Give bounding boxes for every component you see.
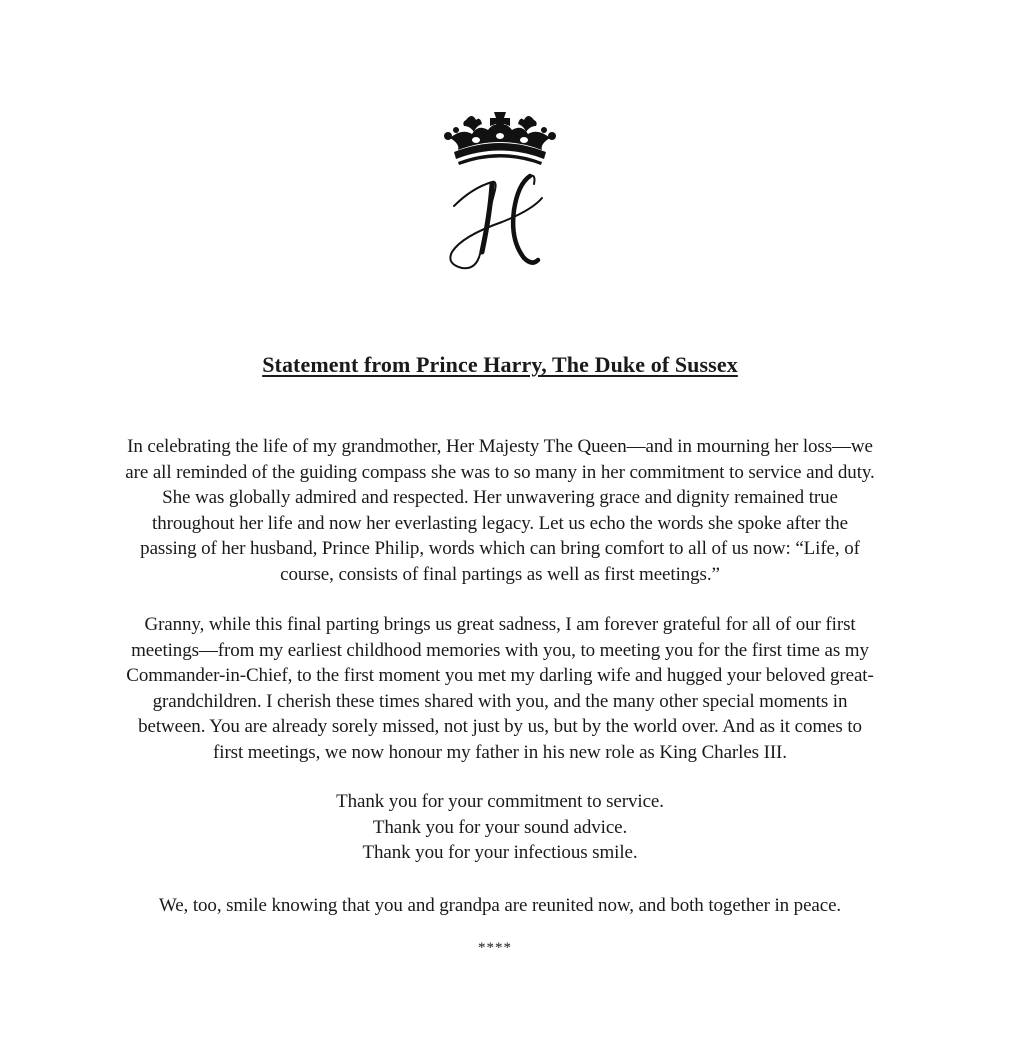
text-line: first meetings, we now honour my father in his new role as King Charles III. — [213, 741, 787, 763]
text-line: In celebrating the life of my grandmother, Her Majesty The Queen—and in mourning her loss—we — [127, 436, 873, 457]
text-line: are all reminded of the guiding compass she was to so many in her commitment to service and duty. — [125, 461, 875, 483]
text-line: grandchildren. I cherish these times shared with you, and the many other special moments in — [152, 690, 848, 712]
text-line: Thank you for your infectious smile. — [362, 842, 638, 863]
paragraph-closing — [40, 893, 960, 919]
paragraph-thank-you — [40, 789, 960, 866]
text-line: course, consists of final partings as well as first meetings.” — [280, 563, 720, 585]
text-line: throughout her life and now her everlasting legacy. Let us echo the words she spoke after the — [152, 512, 848, 534]
closing-mark: **** — [478, 940, 512, 956]
text-line: passing of her husband, Prince Philip, words which can bring comfort to all of us now: “Life, of — [140, 538, 860, 559]
crown-monogram-icon — [432, 104, 568, 274]
paragraph-tribute — [40, 434, 960, 587]
text-line: Thank you for your commitment to service. — [336, 791, 664, 812]
text-line: She was globally admired and respected. Her unwavering grace and dignity remained true — [162, 487, 838, 508]
text-line: We, too, smile knowing that you and grandpa are reunited now, and both together in peace. — [158, 895, 842, 916]
text-line: Thank you for your sound advice. — [372, 816, 628, 838]
text-line: meetings—from my earliest childhood memories with you, to meeting you for the first time as my — [131, 639, 869, 661]
text-line: Granny, while this final parting brings us great sadness, I am forever grateful for all of our first — [144, 614, 856, 635]
statement-title: Statement from Prince Harry, The Duke of Sussex — [262, 352, 738, 377]
paragraph-granny — [40, 612, 960, 765]
text-line: between. You are already sorely missed, not just by us, but by the world over. And as it comes to — [138, 716, 862, 737]
text-line: Commander-in-Chief, to the first moment you met my darling wife and hugged your beloved great- — [126, 665, 874, 686]
